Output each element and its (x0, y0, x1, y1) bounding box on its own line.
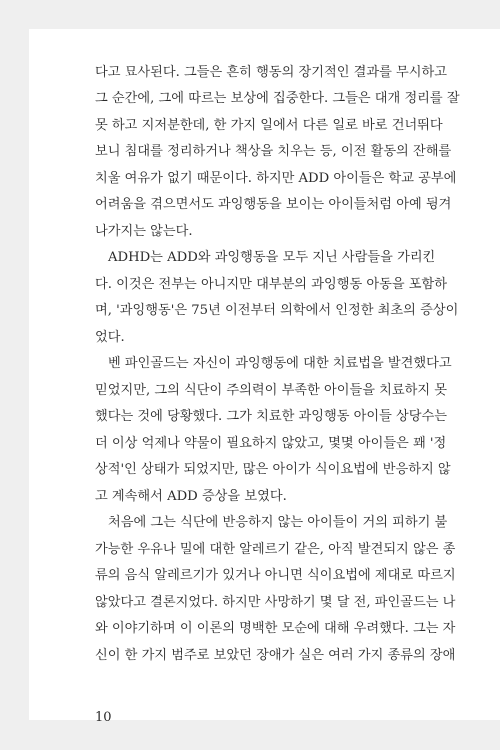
text-line: 처음에 그는 식단에 반응하지 않는 아이들이 거의 피하기 불 (108, 515, 448, 530)
text-line: 못 하고 지저분한데, 한 가지 일에서 다른 일로 바로 건너뛰다 (95, 118, 443, 133)
text-line: 했다는 것에 당황했다. 그가 치료한 과잉행동 아이들 상당수는 (95, 409, 448, 424)
text-line: 다고 묘사된다. 그들은 흔히 행동의 장기적인 결과를 무시하고 (95, 65, 448, 80)
text-line: 다. 이것은 전부는 아니지만 대부분의 과잉행동 아동을 포함하 (95, 277, 448, 292)
text-line: 와 이야기하며 이 이론의 명백한 모순에 대해 우려했다. 그는 자 (95, 621, 456, 636)
page-number: 10 (95, 710, 112, 725)
text-line: 었다. (95, 330, 125, 345)
text-line: 나가지는 않는다. (95, 224, 193, 239)
text-line: ADHD는 ADD와 과잉행동을 모두 지닌 사람들을 가리킨 (108, 250, 436, 265)
text-line: 않았다고 결론지었다. 하지만 사망하기 몇 달 전, 파인골드는 나 (95, 595, 456, 610)
text-line: 벤 파인골드는 자신이 과잉행동에 대한 치료법을 발견했다고 (108, 356, 452, 371)
text-line: 류의 음식 알레르기가 있거나 아니면 식이요법에 제대로 따르지 (95, 568, 456, 583)
text-line: 치울 여유가 없기 때문이다. 하지만 ADD 아이들은 학교 공부에 (95, 171, 457, 186)
text-line: 보니 침대를 정리하거나 책상을 치우는 등, 이전 활동의 잔해를 (95, 144, 452, 159)
text-line: 가능한 우유나 밀에 대한 알레르기 같은, 아직 발견되지 않은 종 (95, 542, 456, 557)
text-line: 신이 한 가지 범주로 보았던 장애가 실은 여러 가지 종류의 장애 (95, 648, 456, 663)
text-line: 어려움을 겪으면서도 과잉행동을 보이는 아이들처럼 아예 뒹겨 (95, 197, 452, 212)
text-line: 고 계속해서 ADD 증상을 보였다. (95, 489, 287, 504)
text-line: 그 순간에, 그에 따르는 보상에 집중한다. 그들은 대개 정리를 잘 (95, 91, 460, 106)
text-line: 더 이상 억제나 약물이 필요하지 않았고, 몇몇 아이들은 꽤 '정 (95, 436, 447, 451)
text-line: 상적'인 상태가 되었지만, 많은 아이가 식이요법에 반응하지 않 (95, 462, 451, 477)
text-line: 며, '과잉행동'은 75년 이전부터 의학에서 인정한 최초의 증상이 (95, 303, 459, 318)
text-line: 믿었지만, 그의 식단이 주의력이 부족한 아이들을 치료하지 못 (95, 383, 448, 398)
book-page (29, 29, 500, 725)
